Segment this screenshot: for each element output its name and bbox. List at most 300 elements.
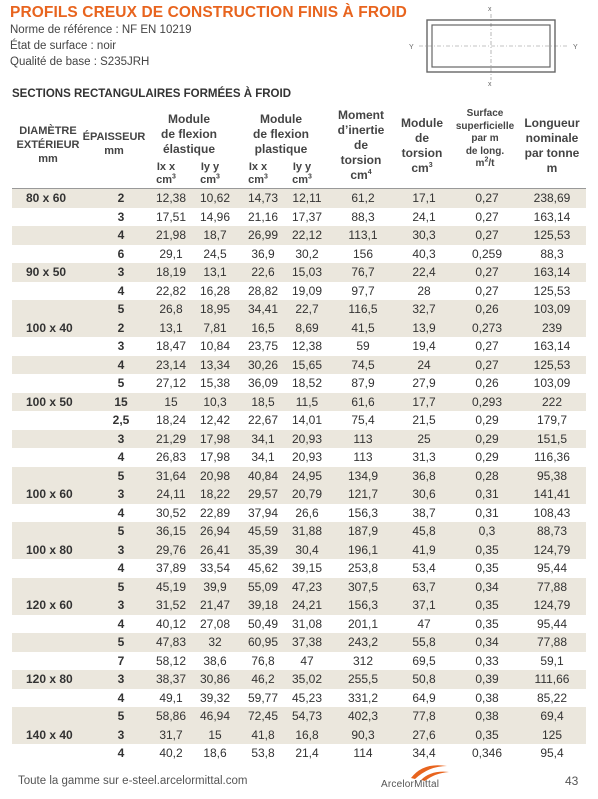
cell-diametre: [12, 374, 100, 393]
cell-iyy-elastique: 16,28: [199, 283, 231, 298]
cell-moment-inertie: 76,7: [351, 265, 375, 279]
cell-iyy-elastique: 10,62: [199, 191, 231, 205]
cell-module-torsion: 34,4: [412, 746, 436, 760]
cell-ixx-plastique: 21,16: [247, 209, 279, 224]
col-header-longueur: Longueur nominale par tonne m: [524, 116, 580, 175]
table-row: [12, 726, 586, 745]
arcelormittal-logo: [381, 760, 491, 796]
cell-diametre: [12, 356, 100, 375]
cell-iyy-elastique: 22,89: [199, 505, 231, 520]
cell-module-torsion: 19,4: [412, 339, 436, 353]
cell-ixx-elastique: 30,52: [155, 505, 187, 520]
cell-longueur: 95,44: [536, 616, 568, 631]
cell-moment-inertie: 74,5: [351, 357, 375, 372]
cell-diametre: [12, 337, 100, 356]
cell-ixx-elastique: 47,83: [155, 635, 187, 649]
cell-ixx-plastique: 46,2: [251, 672, 275, 686]
cell-surface: 0,273: [471, 320, 503, 335]
cell-epaisseur: 4: [117, 690, 125, 705]
cell-moment-inertie: 156: [352, 246, 374, 261]
cell-module-torsion: 38,7: [412, 505, 436, 520]
cell-ixx-plastique: 50,49: [247, 616, 279, 631]
cell-surface: 0,28: [475, 468, 499, 483]
cell-iyy-plastique: 37,38: [291, 635, 323, 649]
cell-epaisseur: 4: [117, 746, 125, 760]
cell-ixx-plastique: 30,26: [247, 357, 279, 372]
cell-diametre: 90 x 50: [26, 265, 67, 279]
cell-diametre: [12, 282, 100, 301]
cell-diametre: [12, 633, 100, 652]
cell-diametre: [12, 245, 100, 264]
cell-moment-inertie: 88,3: [351, 209, 375, 224]
cell-ixx-plastique: 59,77: [247, 690, 279, 705]
col-header-module-plastique: Module de flexion plastique: [252, 112, 309, 156]
cell-epaisseur: 5: [117, 302, 125, 316]
cell-iyy-plastique: 17,37: [291, 209, 323, 224]
cell-surface: 0,27: [475, 339, 499, 353]
axis-label-x-top: x: [488, 6, 492, 13]
cell-ixx-plastique: 60,95: [247, 635, 279, 649]
cell-diametre: [12, 578, 100, 597]
cell-ixx-plastique: 22,67: [247, 413, 279, 427]
footer-link-text: Toute la gamme sur e-steel.arcelormittal.com: [18, 775, 248, 787]
cell-epaisseur: 4: [117, 450, 125, 464]
cell-ixx-plastique: 72,45: [247, 709, 279, 723]
cell-longueur: 69,4: [540, 709, 564, 723]
cell-surface: 0,26: [475, 376, 499, 390]
cell-epaisseur: 3: [117, 598, 125, 612]
cell-moment-inertie: 307,5: [347, 579, 379, 594]
cell-ixx-elastique: 40,12: [155, 616, 187, 631]
cell-longueur: 124,79: [533, 542, 571, 557]
cell-moment-inertie: 61,2: [351, 191, 375, 205]
cell-ixx-elastique: 18,19: [155, 265, 187, 279]
cell-moment-inertie: 196,1: [347, 542, 379, 557]
cell-moment-inertie: 253,8: [347, 561, 379, 575]
cell-surface: 0,35: [475, 561, 499, 575]
subheader-elastique-ixx: Ix x $cm^3$: [156, 161, 176, 186]
cell-iyy-elastique: 15,38: [199, 376, 231, 390]
cell-epaisseur: 5: [117, 524, 125, 538]
cell-diametre: [12, 430, 100, 449]
cell-moment-inertie: 90,3: [351, 727, 375, 742]
cell-surface: 0,31: [475, 487, 499, 501]
cell-ixx-plastique: 39,18: [247, 598, 279, 612]
cell-module-torsion: 30,3: [412, 228, 436, 242]
cell-epaisseur: 3: [117, 487, 125, 501]
cell-ixx-plastique: 55,09: [247, 579, 279, 594]
cell-iyy-elastique: 21,47: [199, 598, 231, 612]
cell-ixx-plastique: 37,94: [247, 505, 279, 520]
cell-ixx-plastique: 45,59: [247, 524, 279, 538]
cell-iyy-plastique: 45,23: [291, 690, 323, 705]
cell-iyy-plastique: 31,08: [291, 616, 323, 631]
cell-surface: 0,33: [475, 653, 499, 668]
rectangular-section-diagram: [405, 4, 590, 86]
cell-iyy-elastique: 46,94: [199, 709, 231, 723]
cell-epaisseur: 4: [117, 561, 125, 575]
cell-module-torsion: 64,9: [412, 690, 436, 705]
cell-epaisseur: 15: [114, 394, 128, 409]
cell-epaisseur: 3: [117, 265, 125, 279]
cell-moment-inertie: 243,2: [347, 635, 379, 649]
table-row: [12, 633, 586, 652]
cell-iyy-plastique: 20,93: [291, 431, 323, 446]
table-row: [12, 263, 586, 282]
cell-surface: 0,27: [475, 228, 499, 242]
cell-iyy-elastique: 32: [208, 635, 222, 649]
cell-iyy-elastique: 18,22: [199, 487, 231, 501]
cell-ixx-elastique: 29,76: [155, 542, 187, 557]
cell-moment-inertie: 255,5: [347, 672, 379, 686]
table-row: [12, 282, 586, 301]
cell-ixx-plastique: 34,1: [251, 450, 275, 464]
cell-epaisseur: 5: [117, 468, 125, 483]
cell-iyy-elastique: 18,6: [203, 746, 227, 760]
table-row: [12, 430, 586, 449]
cell-diametre: [12, 448, 100, 467]
cell-iyy-elastique: 17,98: [199, 450, 231, 464]
cell-surface: 0,35: [475, 598, 499, 612]
cell-ixx-plastique: 36,09: [247, 376, 279, 390]
cell-iyy-elastique: 17,98: [199, 431, 231, 446]
cell-iyy-plastique: 47,23: [291, 579, 323, 594]
cell-ixx-elastique: 31,7: [159, 727, 183, 742]
cell-longueur: 111,66: [534, 672, 570, 686]
cell-longueur: 59,1: [540, 653, 564, 668]
cell-surface: 0,34: [475, 635, 499, 649]
cell-ixx-elastique: 26,8: [159, 302, 183, 316]
cell-moment-inertie: 134,9: [347, 468, 379, 483]
page-title: PROFILS CREUX DE CONSTRUCTION FINIS À FROID: [10, 4, 407, 21]
cell-module-torsion: 47: [417, 616, 431, 631]
cell-iyy-plastique: 22,7: [295, 302, 319, 316]
cell-surface: 0,27: [475, 265, 499, 279]
table-row: [12, 689, 586, 708]
cell-surface: 0,34: [475, 579, 499, 594]
logo-text: ArcelorMittal: [381, 779, 440, 790]
cell-iyy-elastique: 30,86: [199, 672, 231, 686]
cell-moment-inertie: 312: [352, 653, 374, 668]
col-header-module-elastique: Module de flexion élastique: [160, 112, 217, 156]
section-title: SECTIONS RECTANGULAIRES FORMÉES À FROID: [12, 88, 291, 100]
cell-epaisseur: 2,5: [112, 413, 130, 427]
cell-diametre: 100 x 40: [26, 320, 73, 335]
cell-longueur: 222: [541, 394, 563, 409]
cell-ixx-elastique: 38,37: [155, 672, 187, 686]
cell-iyy-plastique: 14,01: [291, 413, 323, 427]
cell-iyy-plastique: 12,11: [292, 191, 322, 205]
cell-iyy-elastique: 13,1: [203, 265, 227, 279]
cell-diametre: 100 x 50: [26, 394, 73, 409]
cell-longueur: 163,14: [533, 339, 571, 353]
cell-diametre: [12, 744, 100, 763]
cell-iyy-plastique: 24,95: [291, 468, 323, 483]
cell-longueur: 125,53: [533, 228, 571, 242]
cell-ixx-plastique: 45,62: [247, 561, 279, 575]
table-row: [12, 670, 586, 689]
cell-iyy-plastique: 18,52: [291, 376, 323, 390]
cell-diametre: [12, 504, 100, 523]
table-row: [12, 541, 586, 560]
table-row: [12, 411, 586, 430]
cell-iyy-plastique: 20,93: [291, 450, 323, 464]
cell-longueur: 77,88: [536, 579, 568, 594]
cell-module-torsion: 41,9: [412, 542, 436, 557]
cell-iyy-plastique: 15,03: [291, 265, 323, 279]
cell-module-torsion: 22,4: [412, 265, 436, 279]
cell-epaisseur: 4: [117, 283, 125, 298]
data-table: [12, 189, 586, 763]
cell-epaisseur: 4: [117, 616, 125, 631]
axis-label-x-bottom: x: [488, 81, 492, 86]
cell-epaisseur: 3: [117, 339, 125, 353]
cell-diametre: 140 x 40: [26, 727, 73, 742]
cell-module-torsion: 27,9: [412, 376, 436, 390]
cell-longueur: 125,53: [533, 283, 571, 298]
norme-reference: Norme de référence : NF EN 10219: [10, 24, 192, 36]
cell-diametre: [12, 208, 100, 227]
table-row: [12, 245, 586, 264]
cell-surface: 0,35: [475, 727, 499, 742]
cell-module-torsion: 24: [417, 357, 431, 372]
table-row: [12, 319, 586, 338]
cell-ixx-plastique: 18,5: [251, 394, 275, 409]
cell-ixx-plastique: 16,5: [251, 320, 275, 335]
cell-moment-inertie: 187,9: [347, 524, 379, 538]
table-row: [12, 615, 586, 634]
axis-label-y-left: Y: [409, 44, 414, 51]
cell-iyy-elastique: 33,54: [199, 561, 231, 575]
cell-moment-inertie: 156,3: [347, 598, 379, 612]
cell-longueur: 88,73: [536, 524, 568, 538]
cell-iyy-plastique: 39,15: [291, 561, 323, 575]
cell-module-torsion: 25: [417, 431, 431, 446]
cell-epaisseur: 3: [117, 542, 125, 557]
cell-longueur: 125,53: [533, 357, 571, 372]
cell-moment-inertie: 59: [356, 339, 370, 353]
cell-module-torsion: 40,3: [412, 246, 436, 261]
cell-iyy-plastique: 11,5: [295, 394, 319, 409]
table-row: [12, 467, 586, 486]
cell-iyy-elastique: 26,41: [199, 542, 231, 557]
cell-iyy-elastique: 39,32: [199, 690, 231, 705]
cell-longueur: 163,14: [533, 265, 571, 279]
cell-module-torsion: 63,7: [412, 579, 436, 594]
cell-iyy-plastique: 8,69: [295, 320, 319, 335]
cell-ixx-elastique: 21,29: [155, 431, 187, 446]
cell-moment-inertie: 113,1: [348, 228, 378, 242]
cell-ixx-elastique: 31,52: [155, 598, 187, 612]
cell-moment-inertie: 97,7: [351, 283, 375, 298]
cell-iyy-plastique: 35,02: [291, 672, 323, 686]
col-header-module-torsion: Module de torsion $cm^3$: [401, 116, 443, 175]
cell-epaisseur: 6: [117, 246, 125, 261]
cell-module-torsion: 30,6: [412, 487, 436, 501]
cell-module-torsion: 24,1: [412, 209, 436, 224]
col-header-surface: Surface superficielle par m de long. $m^2/t$: [455, 108, 515, 169]
cell-moment-inertie: 87,9: [351, 376, 375, 390]
col-header-moment-inertie: Moment d’inertie de torsion $cm^4$: [337, 108, 385, 182]
cell-ixx-elastique: 12,38: [155, 191, 187, 205]
cell-moment-inertie: 201,1: [347, 616, 379, 631]
cell-iyy-elastique: 12,42: [199, 413, 231, 427]
cell-moment-inertie: 402,3: [347, 709, 379, 723]
cell-ixx-elastique: 49,1: [159, 690, 183, 705]
cell-diametre: 120 x 60: [26, 598, 73, 612]
table-row: [12, 707, 586, 726]
page-number: 43: [565, 774, 579, 788]
cell-ixx-elastique: 40,2: [159, 746, 183, 760]
cell-longueur: 95,4: [540, 746, 564, 760]
table-row: [12, 559, 586, 578]
cell-iyy-elastique: 10,84: [199, 339, 231, 353]
cell-diametre: [12, 522, 100, 541]
cell-longueur: 95,44: [536, 561, 568, 575]
cell-surface: 0,35: [475, 616, 499, 631]
cell-ixx-plastique: 36,9: [251, 246, 275, 261]
cell-module-torsion: 13,9: [412, 320, 436, 335]
cell-ixx-elastique: 29,1: [159, 246, 183, 261]
cell-surface: 0,29: [475, 431, 499, 446]
cell-surface: 0,38: [475, 709, 499, 723]
cell-surface: 0,38: [475, 690, 499, 705]
cell-module-torsion: 37,1: [412, 598, 436, 612]
cell-ixx-elastique: 17,51: [155, 209, 187, 224]
cell-longueur: 124,79: [533, 598, 571, 612]
cell-iyy-elastique: 20,98: [199, 468, 231, 483]
cell-surface: 0,29: [475, 413, 499, 427]
cell-epaisseur: 2: [117, 191, 125, 205]
table-row: [12, 578, 586, 597]
cell-longueur: 239: [541, 320, 563, 335]
cell-longueur: 151,5: [536, 431, 568, 446]
cell-diametre: 120 x 80: [26, 672, 73, 686]
cell-longueur: 179,7: [536, 413, 568, 427]
cell-moment-inertie: 41,5: [351, 320, 375, 335]
table-row: [12, 300, 586, 319]
cell-iyy-elastique: 15: [208, 727, 222, 742]
cell-diametre: 80 x 60: [26, 191, 67, 205]
cell-surface: 0,27: [475, 191, 499, 205]
cell-ixx-elastique: 18,24: [155, 413, 187, 427]
table-row: [12, 744, 586, 763]
etat-surface: État de surface : noir: [10, 40, 117, 52]
cell-iyy-elastique: 10,3: [203, 394, 227, 409]
cell-longueur: 85,22: [536, 690, 568, 705]
cell-epaisseur: 2: [117, 320, 125, 335]
table-row: [12, 485, 586, 504]
cell-surface: 0,293: [471, 394, 503, 409]
cell-epaisseur: 3: [117, 672, 125, 686]
cell-iyy-plastique: 20,79: [291, 487, 323, 501]
cell-iyy-elastique: 18,7: [203, 228, 227, 242]
cell-ixx-plastique: 34,41: [247, 302, 279, 316]
cell-epaisseur: 5: [117, 635, 125, 649]
cell-module-torsion: 77,8: [412, 709, 436, 723]
subheader-plastique-iyy: Iy y $cm^3$: [292, 161, 312, 186]
cell-iyy-plastique: 47: [300, 653, 314, 668]
cell-moment-inertie: 331,2: [347, 690, 379, 705]
table-row: [12, 208, 586, 227]
cell-longueur: 141,41: [533, 487, 571, 501]
cell-surface: 0,26: [475, 302, 499, 316]
cell-epaisseur: 5: [117, 376, 125, 390]
cell-ixx-plastique: 41,8: [251, 727, 275, 742]
col-header-diametre: DIAMÈTRE EXTÉRIEUR mm: [16, 125, 80, 165]
table-row: [12, 522, 586, 541]
cell-moment-inertie: 61,6: [351, 394, 375, 409]
cell-module-torsion: 21,5: [412, 413, 436, 427]
cell-iyy-elastique: 18,95: [199, 302, 231, 316]
cell-surface: 0,27: [475, 357, 499, 372]
cell-diametre: [12, 467, 100, 486]
cell-ixx-plastique: 34,1: [251, 431, 275, 446]
subheader-plastique-ixx: Ix x $cm^3$: [248, 161, 268, 186]
cell-longueur: 103,09: [533, 302, 571, 316]
cell-iyy-elastique: 38,6: [203, 653, 227, 668]
cell-moment-inertie: 114: [353, 746, 373, 760]
cell-iyy-plastique: 19,09: [291, 283, 323, 298]
cell-ixx-elastique: 58,86: [155, 709, 187, 723]
cell-ixx-elastique: 31,64: [155, 468, 187, 483]
cell-iyy-plastique: 21,4: [295, 746, 319, 760]
cell-ixx-elastique: 27,12: [155, 376, 187, 390]
cell-module-torsion: 31,3: [412, 450, 436, 464]
cell-surface: 0,346: [471, 746, 503, 760]
cell-surface: 0,35: [475, 542, 499, 557]
cell-module-torsion: 32,7: [412, 302, 436, 316]
cell-ixx-elastique: 36,15: [155, 524, 187, 538]
cell-epaisseur: 3: [117, 727, 125, 742]
cell-longueur: 116,36: [534, 450, 570, 464]
cell-surface: 0,3: [478, 524, 496, 538]
cell-iyy-elastique: 39,9: [203, 579, 227, 594]
cell-module-torsion: 17,1: [412, 191, 436, 205]
cell-iyy-elastique: 13,34: [199, 357, 231, 372]
cell-ixx-elastique: 18,47: [155, 339, 187, 353]
cell-ixx-elastique: 22,82: [155, 283, 187, 298]
table-row: [12, 337, 586, 356]
cell-moment-inertie: 116,5: [348, 302, 378, 316]
cell-surface: 0,27: [475, 283, 499, 298]
table-row: [12, 504, 586, 523]
cell-longueur: 163,14: [533, 209, 571, 224]
cell-ixx-plastique: 22,6: [251, 265, 275, 279]
cell-longueur: 108,43: [533, 505, 571, 520]
cell-moment-inertie: 113: [353, 431, 373, 446]
cell-ixx-plastique: 76,8: [251, 653, 275, 668]
cell-ixx-elastique: 45,19: [155, 579, 187, 594]
cell-diametre: [12, 226, 100, 245]
cell-moment-inertie: 121,7: [347, 487, 379, 501]
cell-ixx-elastique: 15: [164, 394, 178, 409]
cell-surface: 0,39: [475, 672, 499, 686]
table-row: [12, 596, 586, 615]
cell-moment-inertie: 156,3: [347, 505, 379, 520]
cell-diametre: [12, 652, 100, 671]
cell-module-torsion: 50,8: [412, 672, 436, 686]
cell-moment-inertie: 75,4: [351, 413, 375, 427]
cell-diametre: [12, 559, 100, 578]
cell-iyy-elastique: 7,81: [203, 320, 227, 335]
cell-surface: 0,27: [475, 209, 499, 224]
cell-module-torsion: 27,6: [412, 727, 436, 742]
cell-iyy-elastique: 14,96: [199, 209, 231, 224]
cell-iyy-plastique: 26,6: [295, 505, 319, 520]
cell-surface: 0,29: [475, 450, 499, 464]
table-row: [12, 393, 586, 412]
